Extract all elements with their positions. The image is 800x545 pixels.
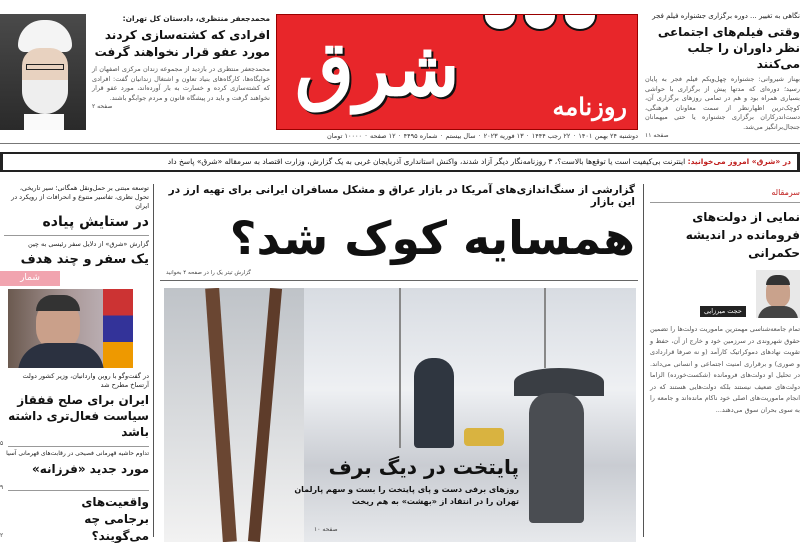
date-weekday: دوشنبه ۲۴ بهمن ۱۴۰۱ (578, 132, 638, 140)
editorial-author: حجت میرزایی (700, 306, 746, 317)
logo-subtitle: روزنامه (552, 92, 627, 121)
left-a4-page: ۹ (0, 484, 4, 491)
year: سال بیستم (445, 132, 476, 140)
banner-text: اینترنت بی‌کیفیت است یا توقع‌ها بالاست؟، ۳ روزنامه‌نگار دیگر آزاد شدند، واکنش استانداری آذربایجان غربی به یک گزارش، وزارت اقتصاد به سرمقاله «شرق» پاسخ داد (167, 157, 686, 166)
photo-headline[interactable]: پایتخت در دیگ برف (328, 455, 519, 479)
left-a3-headline[interactable]: ایران برای صلح قفقاز سیاست فعال‌تری داشته باشد (8, 393, 149, 439)
top-right-headline[interactable]: وقتی فیلم‌های اجتماعی نظر داوران را جلب می‌کنند (657, 25, 800, 71)
top-right-page: صفحه ۱۱ (645, 132, 669, 139)
left-a1-kicker: توسعه مبتنی بر حمل‌ونقل همگانی؛ سیر تاریخی، تحول نظری، تفاسیر متنوع و انحرافات از رویکرد در ایران (11, 184, 149, 210)
left-a4-headline[interactable]: مورد جدید «فرزانه» (31, 462, 149, 476)
date-hijri-lunar: ۲۲ رجب ۱۴۴۴ (531, 132, 571, 140)
editorial-body: تمام جامعه‌شناسی مهمترین ماموریت دولت‌ها را تضمین حقوق شهروندی در سرزمین خود و خارج از آن، حفظ و تقویت نهادهای دموکراتیک کارآمد (و نه صرفا قراردادی و صوری) و برقراری امنیت اجتماعی و انسانی می‌داند. در تحلیل او دولت‌های فرومانده (شکست‌خورده) الزاما دولت‌های ضعیف نیستند بلکه دولت‌هایی هستند که در انجام ماموریت‌های اصلی خود ناکام مانده‌اند و جامعه را به سوی بحران سوق می‌دهند... (650, 325, 800, 414)
left-a4-kicker: تداوم حاشیه قهرمانی فصیحی در رقابت‌های قهرمانی آسیا (6, 450, 149, 457)
date-gregorian: ۱۳ فوریه ۲۰۲۳ (483, 132, 524, 140)
left-a1-headline[interactable]: در ستایش پیاده (42, 214, 149, 230)
top-right-kicker: نگاهی به تغییر ... دوره برگزاری جشنواره فیلم فجر (652, 12, 800, 20)
banner-label: در «شرق» امروز می‌خوانید: (687, 157, 791, 166)
left-a5-page: ۲ (0, 532, 4, 539)
logo-text: شرق (295, 24, 460, 113)
photo-page: صفحه ۱۰ (314, 526, 338, 533)
dateline: دوشنبه ۲۴ بهمن ۱۴۰۱ · ۲۲ رجب ۱۴۴۴ · ۱۳ فوریه ۲۰۲۳ · سال بیستم · شماره ۴۴۹۵ · ۱۲ صفحه · ۱۰۰۰۰ تومان (327, 132, 638, 140)
top-left-kicker: محمدجعفر منتظری، دادستان کل تهران: (122, 14, 270, 23)
masthead-logo (276, 14, 638, 130)
editorial-label: سرمقاله (771, 188, 800, 197)
left-a2-kicker: گزارش «شرق» از دلایل سفر رئیسی به چین (28, 240, 149, 248)
left-a3-page: ۵ (0, 440, 4, 447)
editorial-headline[interactable]: نمایی از دولت‌های فرومانده در اندیشه حکمرانی (685, 210, 800, 260)
main-headline[interactable]: همسایه کوک شد؟ (229, 211, 635, 265)
top-left-page: صفحه ۲ (92, 103, 113, 110)
left-a5-headline[interactable]: واقعیت‌های برجامی چه می‌گویند؟ (81, 495, 149, 543)
issue-number: شماره ۴۴۹۵ (403, 132, 438, 140)
main-photo-snow (164, 288, 636, 542)
top-right-body: بهناز شیروانی: جشنواره چهل‌ویکم فیلم فجر به پایان رسید؛ دوره‌ای که مدتها پیش از برگزاری با حواشی بسیاری همراه بود و هم در تمامی روزهای برگزاری آن، کوچک‌ترین اظهارنظر از سمت معاونان فرهنگی، دست‌اندرکاران برگزاری جشنواره یا حتی میهمانان جنجال‌برانگیز می‌شد. (645, 75, 800, 131)
photo-caption: روزهای برفی دست و پای پایتخت را بست و سهم پارلمان تهران را در انتقاد از «بهشت» به هم ریخت (294, 485, 519, 506)
top-left-body: محمدجعفر منتظری در بازدید از مجموعه زندان مرکزی اصفهان از خوابگاه‌ها، کارگاه‌های بنیاد تعاون و اشتغال زندانیان گفت: افرادی که کشته‌سازی کرده و خسارت به بار آورده‌اند، مورد عفو قرار نخواهند گرفت و باید در پیشگاه قانون و مردم جوابگو باشند. (92, 65, 270, 102)
photo-vardanyan (8, 289, 133, 368)
top-left-headline[interactable]: افرادی که کشته‌سازی کردند مورد عفو قرار نخواهند گرفت (94, 28, 270, 59)
main-note: گزارش تیتر یک را در صفحه ۴ بخوانید (166, 270, 251, 276)
photo-montazeri (0, 14, 86, 130)
page-count: ۱۲ صفحه (370, 132, 396, 140)
photo-author (756, 270, 800, 318)
left-a2-headline[interactable]: یک سفر و چند هدف (20, 252, 149, 267)
today-banner[interactable] (0, 152, 800, 172)
left-a3-kicker: در گفت‌وگو با روبن واردانیان، وزیر کشور دولت آرتساخ مطرح شد (22, 372, 149, 389)
left-a2-tag: شمار (0, 271, 60, 286)
price: ۱۰۰۰۰ تومان (327, 132, 362, 140)
main-kicker: گزارشی از سنگ‌اندازی‌های آمریکا در بازار عراق و مشکل مسافران ایرانی برای تهیه ارز در این بازار (168, 184, 635, 208)
